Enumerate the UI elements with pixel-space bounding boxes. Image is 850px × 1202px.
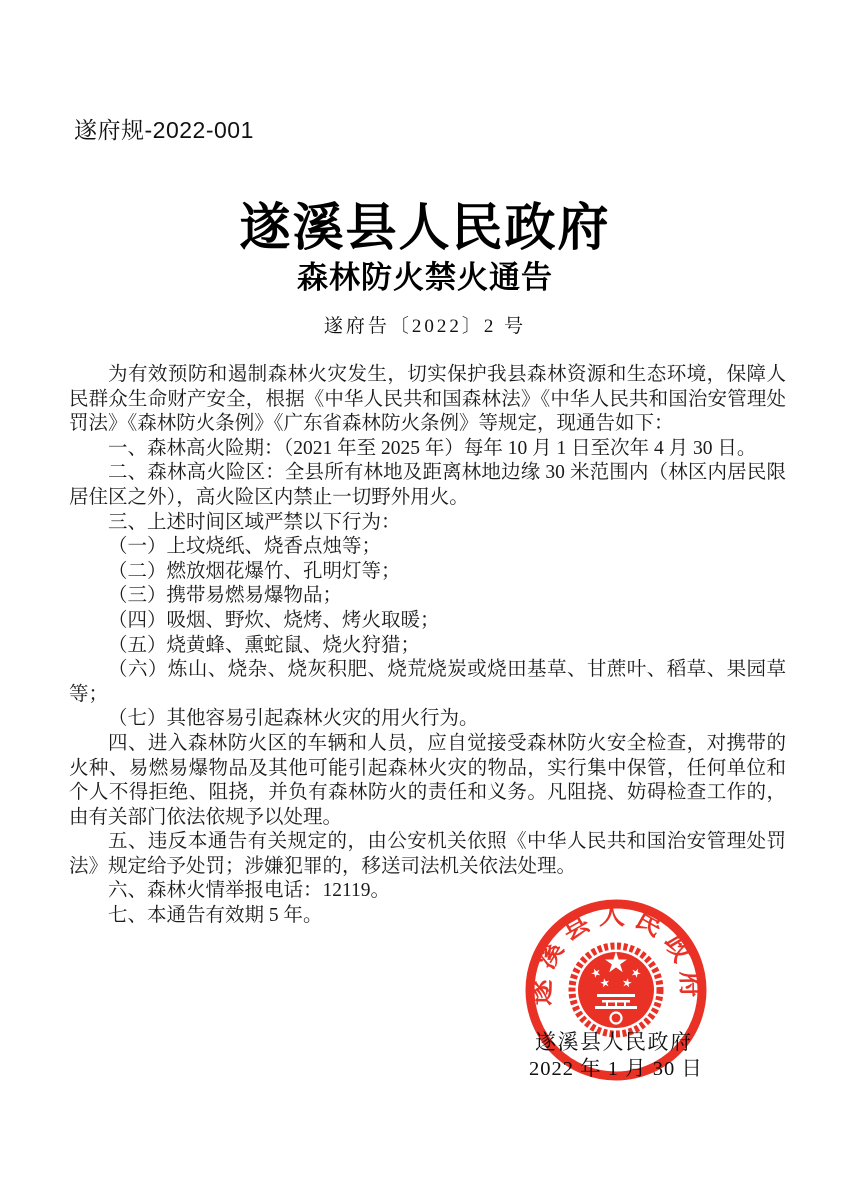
- body-paragraph: （三）携带易燃易爆物品；: [108, 585, 343, 607]
- doc-reference-number: 遂府规-2022-001: [74, 117, 254, 143]
- body-paragraph: 七、本通告有效期 5 年。: [108, 905, 323, 927]
- body-paragraph: （四）吸烟、野炊、烧烤、烤火取暖；: [108, 609, 440, 631]
- body-paragraph: 三、上述时间区域严禁以下行为：: [108, 511, 401, 533]
- body-paragraph: 四、进入森林防火区的车辆和人员，应自觉接受森林防火安全检查，对携带的火种、易燃易爆物品及其他可能引起森林火灾的物品，实行集中保管，任何单位和个人不得拒绝、阻挠，并负有森林防火的责任和义务。凡阻挠、妨碍检查工作的，由有关部门依法依规予以处理。: [69, 732, 786, 828]
- seal-circular-text: 遂溪县人民政府: [526, 900, 706, 1006]
- body-paragraph: 一、森林高火险期：（2021 年至 2025 年）每年 10 月 1 日至次年 4 月 30 日。: [108, 437, 757, 459]
- issuer-title: 遂溪县人民政府: [239, 201, 611, 257]
- doc-number: 遂府告〔2022〕2 号: [323, 316, 527, 337]
- national-emblem-icon: [572, 946, 660, 1034]
- body-paragraph: （六）炼山、烧杂、烧灰积肥、烧荒烧炭或烧田基草、甘蔗叶、稻草、果园草等；: [69, 659, 786, 705]
- body-paragraph: （二）燃放烟花爆竹、孔明灯等；: [108, 560, 401, 582]
- body-paragraph: （七）其他容易引起森林火灾的用火行为。: [108, 708, 479, 730]
- body-paragraph: 二、森林高火险区：全县所有林地及距离林地边缘 30 米范围内（林区内居民限居住区之外），高火险区内禁止一切野外用火。: [69, 462, 786, 508]
- notice-body: [69, 363, 786, 929]
- body-paragraph: （一）上坟烧纸、烧香点烛等；: [108, 536, 382, 558]
- body-paragraph: 为有效预防和遏制森林火灾发生，切实保护我县森林资源和生态环境，保障人民群众生命财产安全，根据《中华人民共和国森林法》《中华人民共和国治安管理处罚法》《森林防火条例》《广东省森林防火条例》等规定，现通告如下：: [69, 364, 786, 435]
- body-paragraph: 五、违反本通告有关规定的，由公安机关依照《中华人民共和国治安管理处罚法》规定给予处罚；涉嫌犯罪的，移送司法机关依法处理。: [69, 831, 786, 877]
- notice-title: 森林防火禁火通告: [297, 260, 553, 295]
- signature-issuer: 遂溪县人民政府: [535, 1030, 693, 1054]
- signature-date: 2022 年 1 月 30 日: [529, 1058, 703, 1080]
- body-paragraph: 六、森林火情举报电话：12119。: [108, 880, 391, 902]
- body-paragraph: （五）烧黄蜂、熏蛇鼠、烧火狩猎；: [108, 634, 421, 656]
